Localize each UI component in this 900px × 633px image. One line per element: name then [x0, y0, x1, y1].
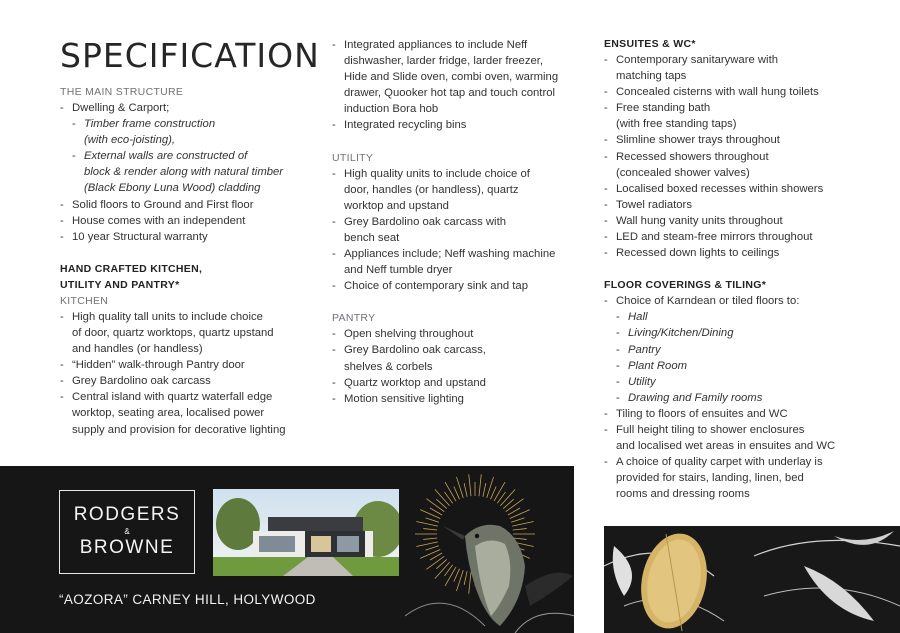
list-item: - House comes with an independent — [60, 213, 320, 229]
list-item-continued: supply and provision for decorative lighting — [72, 423, 286, 436]
list-subitem: - Drawing and Family rooms — [604, 390, 894, 406]
list-item-continued: shelves & corbels — [344, 360, 433, 373]
list-item: - Contemporary sanitaryware with — [604, 52, 894, 68]
development-address: “AOZORA” CARNEY HILL, HOLYWOOD — [59, 592, 316, 607]
list-item: - Tiling to floors of ensuites and WC — [604, 406, 894, 422]
list-item-continued: induction Bora hob — [344, 103, 439, 116]
list-item: - Choice of contemporary sink and tap — [332, 278, 582, 294]
list-item-continued: door, handles (or handless), quartz — [344, 183, 519, 196]
list-item-continued: and localised wet areas in ensuites and WC — [616, 440, 836, 453]
list-item: - Dwelling & Carport; — [60, 100, 320, 116]
list-item: - Recessed down lights to ceilings — [604, 245, 894, 261]
footer-banner — [0, 466, 574, 633]
list-item-continued: dishwasher, larder fridge, larder freezer, — [344, 55, 544, 68]
rodgers-browne-logo — [59, 490, 195, 574]
list-item: - “Hidden” walk-through Pantry door — [60, 357, 320, 373]
list-item: - LED and steam-free mirrors throughout — [604, 229, 894, 245]
list-item: - Full height tiling to shower enclosures — [604, 422, 894, 438]
list-subitem: - Utility — [604, 374, 894, 390]
list-item-continued: of door, quartz worktops, quartz upstand — [72, 326, 274, 339]
list-item: - Grey Bardolino oak carcass with — [332, 214, 582, 230]
section-heading-main-structure: THE MAIN STRUCTURE — [60, 86, 184, 98]
list-subitem-continued: (Black Ebony Luna Wood) cladding — [84, 182, 261, 195]
list-subitem-continued: block & render along with natural timber — [84, 166, 284, 179]
column-structure-kitchen — [60, 84, 320, 438]
footer-art-panel — [604, 526, 900, 633]
ensuites-list — [604, 52, 894, 261]
gold-leaf-illustration — [604, 526, 900, 633]
list-item: - High quality tall units to include choice — [60, 309, 320, 325]
list-item: - Central island with quartz waterfall edge — [60, 389, 320, 405]
list-subitem-continued: (with eco-joisting), — [84, 134, 176, 147]
section-heading-floor: FLOOR COVERINGS & TILING* — [604, 279, 767, 292]
list-item: - Solid floors to Ground and First floor — [60, 197, 320, 213]
utility-list — [332, 166, 582, 295]
list-subitem: - Pantry — [604, 342, 894, 358]
section-heading-pantry: PANTRY — [332, 312, 376, 325]
list-item: - Integrated appliances to include Neff — [332, 37, 582, 53]
list-item: - Integrated recycling bins — [332, 117, 582, 133]
list-item: - Towel radiators — [604, 197, 894, 213]
column-appliances-utility-pantry — [332, 37, 582, 407]
logo-line-1: RODGERS — [73, 504, 181, 525]
house-photo — [213, 489, 399, 576]
list-subitem: - Timber frame construction — [60, 116, 320, 132]
list-item: - Motion sensitive lighting — [332, 391, 582, 407]
section-heading-utility: UTILITY — [332, 151, 374, 164]
list-item: - Choice of Karndean or tiled floors to: — [604, 293, 894, 309]
list-subitem: - External walls are constructed of — [60, 148, 320, 164]
column-ensuites-floor — [604, 36, 894, 502]
list-item-continued: drawer, Quooker hot tap and touch control — [344, 87, 556, 100]
section-heading-ensuites: ENSUITES & WC* — [604, 38, 696, 50]
subsection-heading-kitchen: KITCHEN — [60, 294, 109, 307]
list-item: - Grey Bardolino oak carcass — [60, 373, 320, 389]
list-item-continued: (with free standing taps) — [616, 118, 737, 131]
list-item-continued: (concealed shower valves) — [616, 166, 750, 179]
list-item-continued: worktop, seating area, localised power — [72, 407, 265, 420]
appliances-list — [332, 37, 582, 134]
logo-ampersand: & — [124, 527, 130, 536]
list-item-continued: provided for stairs, landing, linen, bed — [616, 472, 804, 485]
list-item: - Grey Bardolino oak carcass, — [332, 342, 582, 358]
logo-line-2: BROWNE — [79, 537, 175, 558]
section-heading-kitchen-2: UTILITY AND PANTRY* — [60, 278, 180, 291]
list-item: - Wall hung vanity units throughout — [604, 213, 894, 229]
list-item-continued: - 10 year Structural warranty — [60, 229, 320, 245]
kitchen-list — [60, 309, 320, 438]
list-item: - Appliances include; Neff washing machine — [332, 246, 582, 262]
list-subitem: - Plant Room — [604, 358, 894, 374]
list-item: - Recessed showers throughout — [604, 149, 894, 165]
list-item-continued: matching taps — [616, 70, 687, 83]
list-subitem: - Living/Kitchen/Dining — [604, 325, 894, 341]
list-item: - Open shelving throughout — [332, 326, 582, 342]
page-title: SPECIFICATION — [60, 36, 320, 75]
list-item-continued: Hide and Slide oven, combi oven, warming — [344, 71, 559, 84]
list-item: - A choice of quality carpet with underlay is — [604, 454, 894, 470]
floor-list — [604, 406, 894, 503]
list-item: - Concealed cisterns with wall hung toilets — [604, 84, 894, 100]
pantry-list — [332, 326, 582, 406]
list-subitem: - Hall — [604, 309, 894, 325]
list-item: - Free standing bath — [604, 100, 894, 116]
list-item-continued: rooms and dressing rooms — [616, 488, 750, 501]
list-item-continued: and handles (or handless) — [72, 343, 203, 356]
list-item-continued: and Neff tumble dryer — [344, 264, 453, 277]
list-item: - Localised boxed recesses within showers — [604, 181, 894, 197]
list-item: - Slimline shower trays throughout — [604, 132, 894, 148]
list-item-continued: bench seat — [344, 231, 400, 244]
floor-subitems — [604, 309, 894, 406]
section-heading-kitchen: HAND CRAFTED KITCHEN, — [60, 262, 203, 275]
list-item: - High quality units to include choice of — [332, 166, 582, 182]
list-item: - Quartz worktop and upstand — [332, 375, 582, 391]
bird-illustration — [405, 466, 574, 633]
list-item-continued: worktop and upstand — [344, 199, 449, 212]
